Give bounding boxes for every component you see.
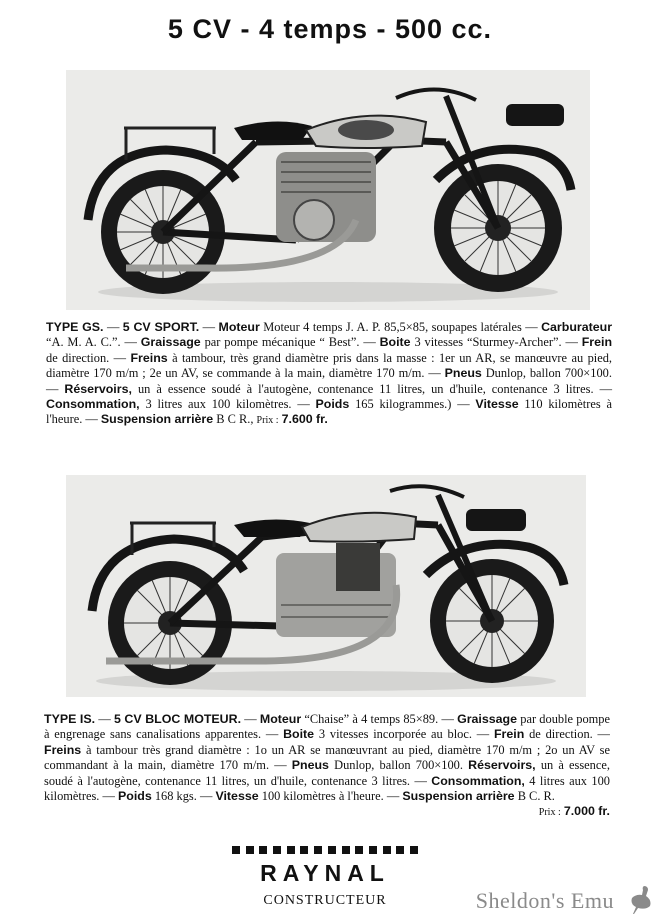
motorcycle-photo-is [66,475,586,697]
spec-label: Freins [130,350,168,365]
motorcycle-illustration-gs [66,70,590,310]
model-title: 5 CV BLOC MOTEUR. [113,712,242,726]
spec-label: Frein [581,335,613,350]
spec-text: 3 litres aux 100 kilomètres. [145,397,292,412]
spec-text: “Chaise” à 4 temps 85×89. [304,712,439,726]
spec-text: un à essence, soudé à l'autogène, contenance 11 litres, un d'huile, contenance 3 litres. [44,758,610,788]
spec-label: Poids [118,789,152,804]
spec-label: Réservoirs, [64,381,132,396]
spec-text: “A. M. A. C.”. [46,335,121,350]
spec-text: 110 kilomètres à l'heure. [46,397,612,427]
spec-text: 168 kgs. [154,789,197,804]
price-value: 7.000 fr. [563,804,610,819]
engine-text: Moteur 4 temps J. A. P. 85,5×85, soupapes latérales [263,320,522,334]
model-description-is: TYPE IS. — 5 CV BLOC MOTEUR. — Moteur “Chaise” à 4 temps 85×89. — Graissage par double pompe à engrenage sans canalisations apparentes. — Boite 3 vitesses incorporée au bloc. — Frein de direction. — Freins à tambour très grand diamètre : 1o un AR se manœuvrant au pied, diamètre 170 m/m ; 2o un AV se commandant à la main, diamètre 170 m/m. — Pneus Dunlop, ballon 700×100. Réservoirs, un à essence, soudé à l'autogène, contenance 11 litres, un d'huile, contenance 3 litres. — Consommation, 4 litres aux 100 kilomètres. — Poids 168 kgs. — Vitesse 100 kilomètres à l'heure. — Suspension arrière B C. R. Prix : 7.000 fr. [44,712,610,821]
spec-label: Freins [44,742,82,757]
spec-text: 4 litres aux 100 kilomètres. [44,773,610,804]
model-title: 5 CV SPORT. [122,320,200,334]
spec-label: Boite [379,335,411,350]
watermark-text: Sheldon's Emu [475,888,614,913]
spec-label: Moteur [259,712,302,726]
brand-subtitle: CONSTRUCTEUR [263,893,387,908]
price-label: Prix : [538,807,561,819]
spec-text: par pompe mécanique “ Best”. [204,335,360,350]
price-label: Prix : [256,415,279,427]
spec-label: Réservoirs, [468,758,536,773]
spec-text: Dunlop, ballon 700×100. [485,366,612,381]
spec-label: Frein [493,727,525,742]
spec-label: Pneus [291,758,329,773]
emu-logo-icon [622,882,656,916]
spec-label: Vitesse [475,397,519,412]
motorcycle-photo-gs [66,70,590,310]
spec-text: 165 kilogrammes.) [355,397,452,412]
spec-label: Pneus [444,366,482,381]
type-label: TYPE GS. [46,320,104,334]
spec-text: 3 vitesses “Sturmey-Archer”. [414,335,562,350]
spec-label: Poids [315,397,350,412]
spec-text: par double pompe à engrenage sans canalisations apparentes. [44,712,610,742]
spec-label: Vitesse [215,789,259,804]
spec-text: B C. R. [517,789,555,804]
decorative-dash-row [232,846,418,854]
spec-label: Consommation, [431,773,525,788]
spec-text: de direction. [46,350,110,365]
spec-label: Consommation, [46,397,140,412]
spec-label: Graissage [457,712,518,726]
page-title: 5 CV - 4 temps - 500 cc. [167,14,493,44]
price-value: 7.600 fr. [281,412,328,427]
spec-text: 3 vitesses incorporée au bloc. [318,727,472,742]
spec-text: à tambour très grand diamètre : 1o un AR se manœuvrant au pied, diamètre 170 m/m ; 2o un AV se commandant à la main, diamètre 170 m/m. [44,742,610,773]
type-label: TYPE IS. [44,712,96,726]
brand-name: RAYNAL [260,860,390,886]
spec-text: Dunlop, ballon 700×100. [334,758,463,773]
spec-text: B C R., [216,412,254,427]
spec-text: 100 kilomètres à l'heure. [261,789,384,804]
spec-text: à tambour, très grand diamètre pris dans la masse : 1er un AR, se manœuvre au pied, diamètre 170 m/m ; 2e un AV, se commande à la main, diamètre 170 m/m. [46,350,612,381]
price-line [44,804,610,820]
spec-label: Suspension arrière [100,412,214,427]
spec-label: Boite [283,727,315,742]
model-description-gs: TYPE GS. — 5 CV SPORT. — Moteur Moteur 4 temps J. A. P. 85,5×85, soupapes latérales — Carburateur “A. M. A. C.”. — Graissage par pompe mécanique “ Best”. — Boite 3 vitesses “Sturmey-Archer”. — Frein de direction. — Freins à tambour, très grand diamètre pris dans la masse : 1er un AR, se manœuvre au pied, diamètre 170 m/m ; 2e un AV, se commande à la main, diamètre 170 m/m. — Pneus Dunlop, ballon 700×100. — Réservoirs, un à essence soudé à l'autogène, contenance 11 litres, un d'huile, contenance 3 litres. — Consommation, 3 litres aux 100 kilomètres. — Poids 165 kilogrammes.) — Vitesse 110 kilomètres à l'heure. — Suspension arrière B C R., Prix : 7.600 fr. [46,320,613,427]
spec-label: Suspension arrière [402,789,515,804]
motorcycle-illustration-is [66,475,586,697]
spec-text: de direction. [529,727,593,742]
spec-label: Carburateur [541,320,613,334]
spec-label: Graissage [140,335,201,350]
spec-text: un à essence soudé à l'autogène, contenance 11 litres, un d'huile, contenance 3 litres. [137,381,594,396]
